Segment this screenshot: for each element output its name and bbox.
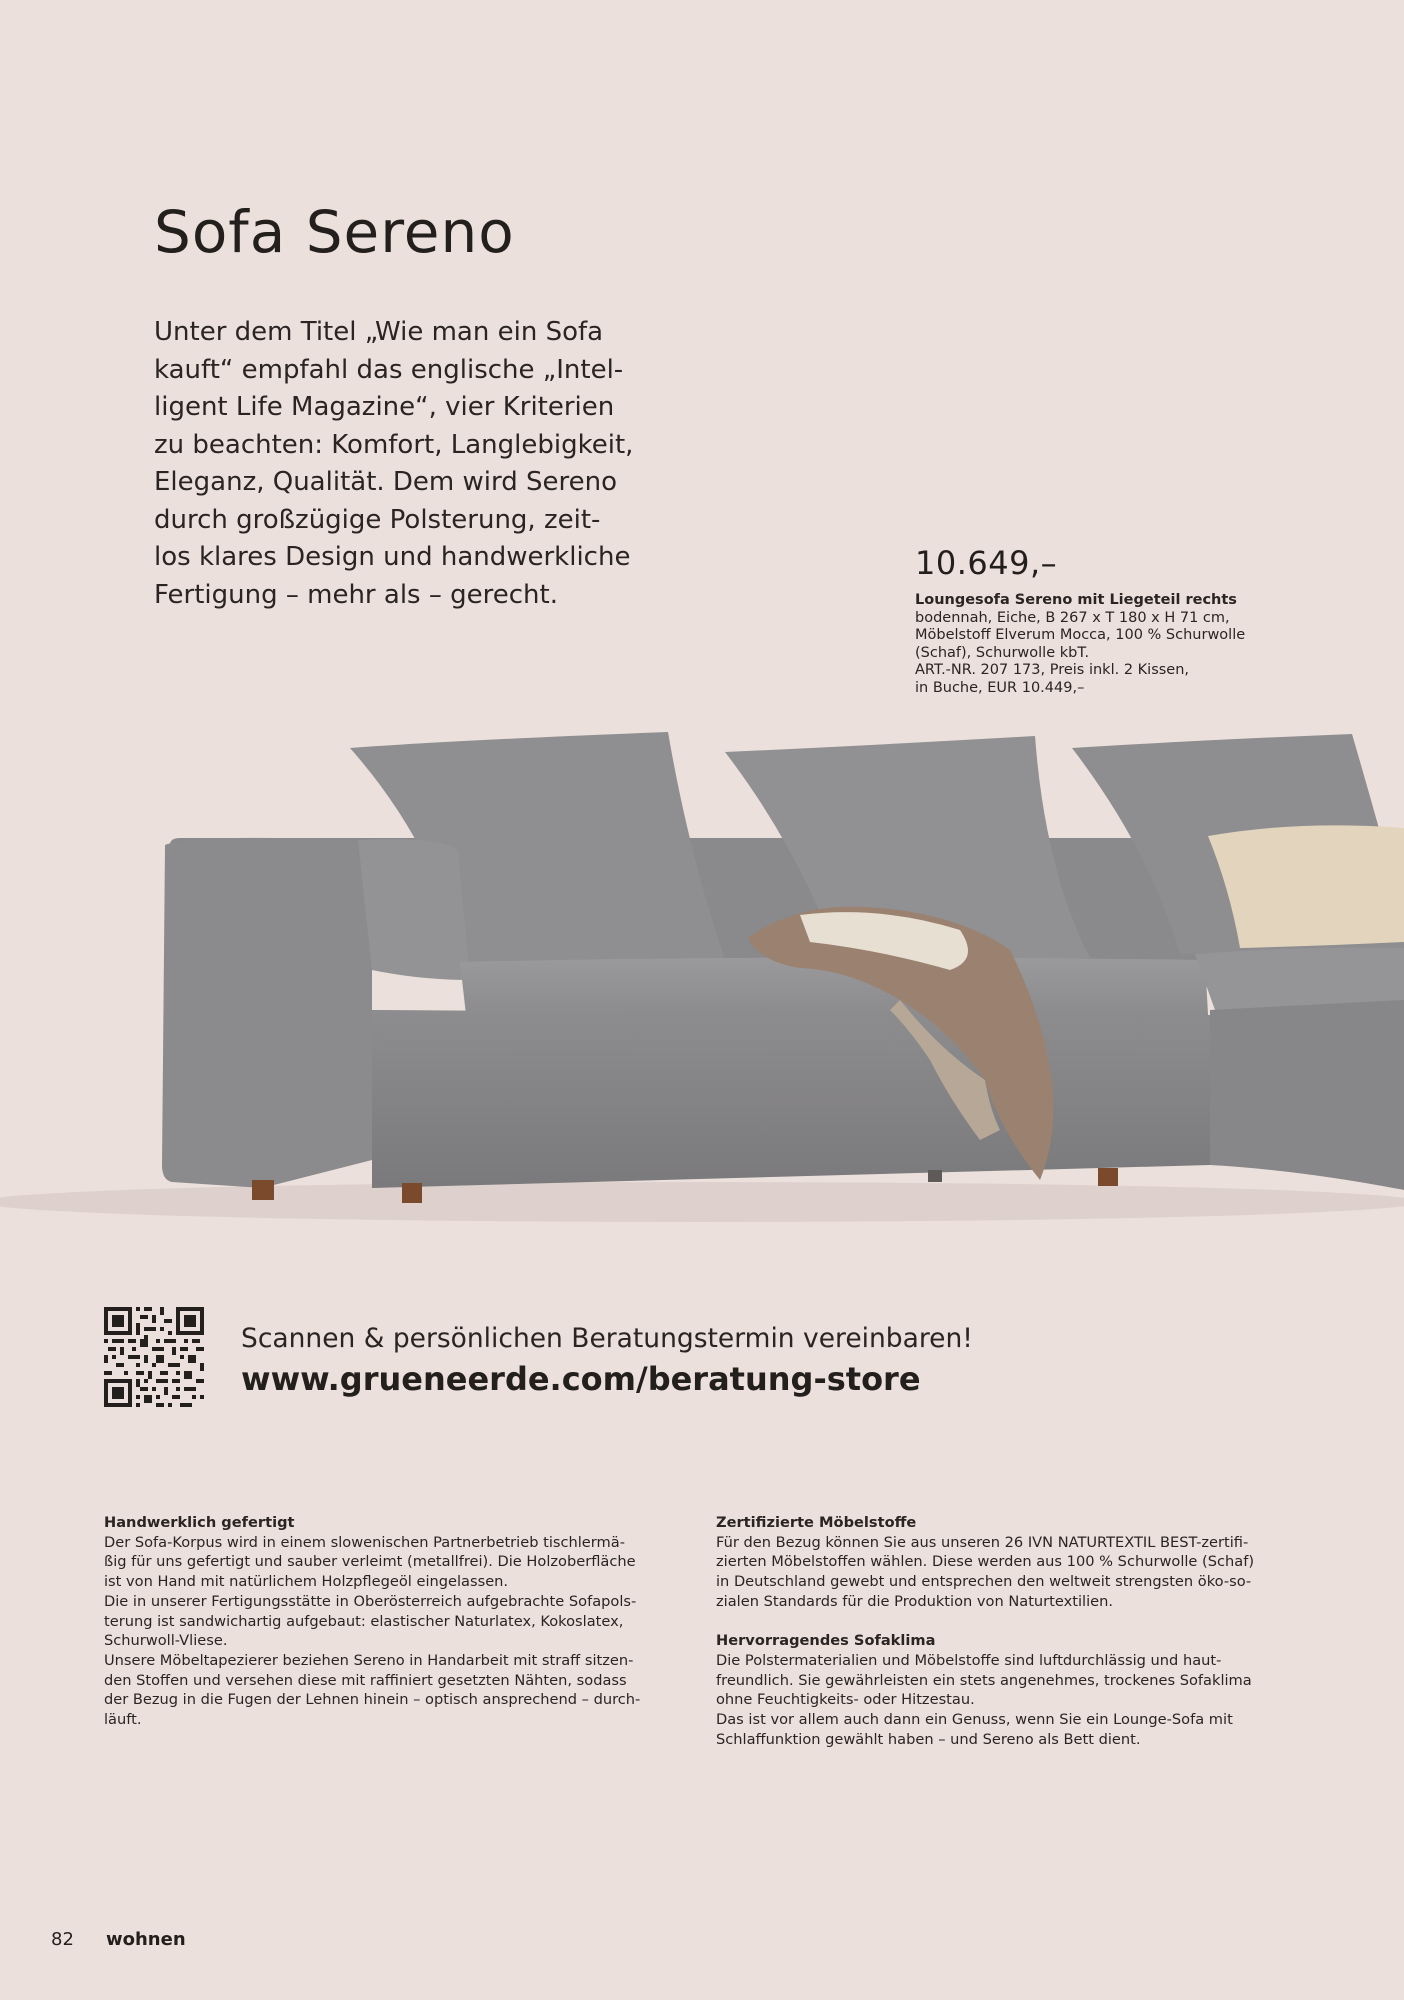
product-name: Loungesofa Sereno mit Liegeteil rechts <box>915 592 1237 608</box>
intro-text <box>154 314 694 614</box>
text-column-right <box>716 1513 1301 1749</box>
floor-shadow <box>0 1182 1404 1222</box>
page-title: Sofa Sereno <box>154 198 515 266</box>
sofa-chaise-seat <box>1195 948 1404 1010</box>
body-line: läuft. <box>104 1711 142 1729</box>
qr-code[interactable] <box>104 1307 204 1407</box>
body-line: Unsere Möbeltapezierer beziehen Sereno in Handarbeit mit straff sitzen- <box>104 1651 634 1669</box>
intro-line: Unter dem Titel „Wie man ein Sofa <box>154 317 604 347</box>
sofa-leg <box>1098 1168 1118 1186</box>
intro-line: kauft“ empfahl das englische „Intel- <box>154 354 624 385</box>
product-price: 10.649,– <box>915 544 1058 582</box>
intro-line: Eleganz, Qualität. Dem wird Sereno <box>154 467 618 497</box>
section-heading: Hervorragendes Sofaklima <box>716 1632 936 1650</box>
body-line: Für den Bezug können Sie aus unseren 26 IVN NATURTEXTIL BEST-zertifi- <box>716 1533 1249 1551</box>
product-detail-line: ART.-NR. 207 173, Preis inkl. 2 Kissen, <box>915 662 1190 678</box>
sofa-arm-top <box>358 839 470 980</box>
product-info <box>915 544 1315 697</box>
page-footer <box>51 1929 186 1950</box>
intro-line: durch großzügige Polsterung, zeit- <box>154 504 601 535</box>
cta-text: Scannen & persönlichen Beratungstermin vereinbaren! <box>241 1323 973 1354</box>
section-heading: Handwerklich gefertigt <box>104 1514 295 1531</box>
body-line: der Bezug in die Fugen der Lehnen hinein – optisch ansprechend – durch- <box>104 1691 641 1709</box>
product-detail-line: in Buche, EUR 10.449,– <box>915 679 1085 696</box>
section-gap <box>716 1612 1301 1632</box>
cta-url-link[interactable]: www.grueneerde.com/beratung-store <box>241 1360 921 1398</box>
sofa-leg <box>402 1183 422 1203</box>
body-line: Das ist vor allem auch dann ein Genuss, wenn Sie ein Lounge-Sofa mit <box>716 1711 1233 1729</box>
pillow-beige <box>1208 825 1404 948</box>
body-line: Schurwoll-Vliese. <box>104 1632 228 1650</box>
sofa-base <box>372 1010 1210 1188</box>
intro-line: los klares Design und handwerkliche <box>154 542 631 572</box>
product-detail-line: (Schaf), Schurwolle kbT. <box>915 644 1090 661</box>
page-number: 82 <box>51 1929 74 1950</box>
body-line: Die in unserer Fertigungsstätte in Oberösterreich aufgebrachte Sofapols- <box>104 1592 637 1610</box>
intro-line: ligent Life Magazine“, vier Kriterien <box>154 392 615 422</box>
sofa-image <box>0 710 1404 1250</box>
text-column-left <box>104 1513 689 1730</box>
product-detail-line: bodennah, Eiche, B 267 x T 180 x H 71 cm, <box>915 609 1230 626</box>
body-line: ßig für uns gefertigt und sauber verleimt (metallfrei). Die Holzoberfläche <box>104 1553 636 1571</box>
product-detail-line: Möbelstoff Elverum Mocca, 100 % Schurwolle <box>915 627 1246 643</box>
body-line: terung ist sandwichartig aufgebaut: elastischer Naturlatex, Kokoslatex, <box>104 1612 624 1630</box>
section-label: wohnen <box>106 1929 186 1950</box>
body-line: den Stoffen und versehen diese mit raffiniert gesetzten Nähten, sodass <box>104 1671 627 1689</box>
intro-line: zu beachten: Komfort, Langlebigkeit, <box>154 429 634 460</box>
body-line: Schlaffunktion gewählt haben – und Sereno als Bett dient. <box>716 1730 1141 1748</box>
sofa-leg <box>252 1180 274 1200</box>
sofa-leg <box>928 1170 942 1182</box>
body-line: ist von Hand mit natürlichem Holzpflegeöl eingelassen. <box>104 1573 509 1591</box>
body-line: zierten Möbelstoffen wählen. Diese werden aus 100 % Schurwolle (Schaf) <box>716 1553 1255 1571</box>
sofa-chaise-base <box>1210 1000 1404 1190</box>
section-heading: Zertifizierte Möbelstoffe <box>716 1514 917 1531</box>
body-line: ohne Feuchtigkeits- oder Hitzestau. <box>716 1691 975 1709</box>
sofa-arm <box>162 838 372 1188</box>
body-line: Die Polstermaterialien und Möbelstoffe sind luftdurchlässig und haut- <box>716 1651 1222 1669</box>
body-line: in Deutschland gewebt und entsprechen den weltweit strengsten öko-so- <box>716 1573 1252 1591</box>
body-line: Der Sofa-Korpus wird in einem slowenischen Partnerbetrieb tischlermä- <box>104 1533 625 1551</box>
body-line: freundlich. Sie gewährleisten ein stets angenehmes, trockenes Sofaklima <box>716 1671 1252 1689</box>
body-line: zialen Standards für die Produktion von Naturtextilien. <box>716 1592 1114 1610</box>
intro-line: Fertigung – mehr als – gerecht. <box>154 579 558 610</box>
